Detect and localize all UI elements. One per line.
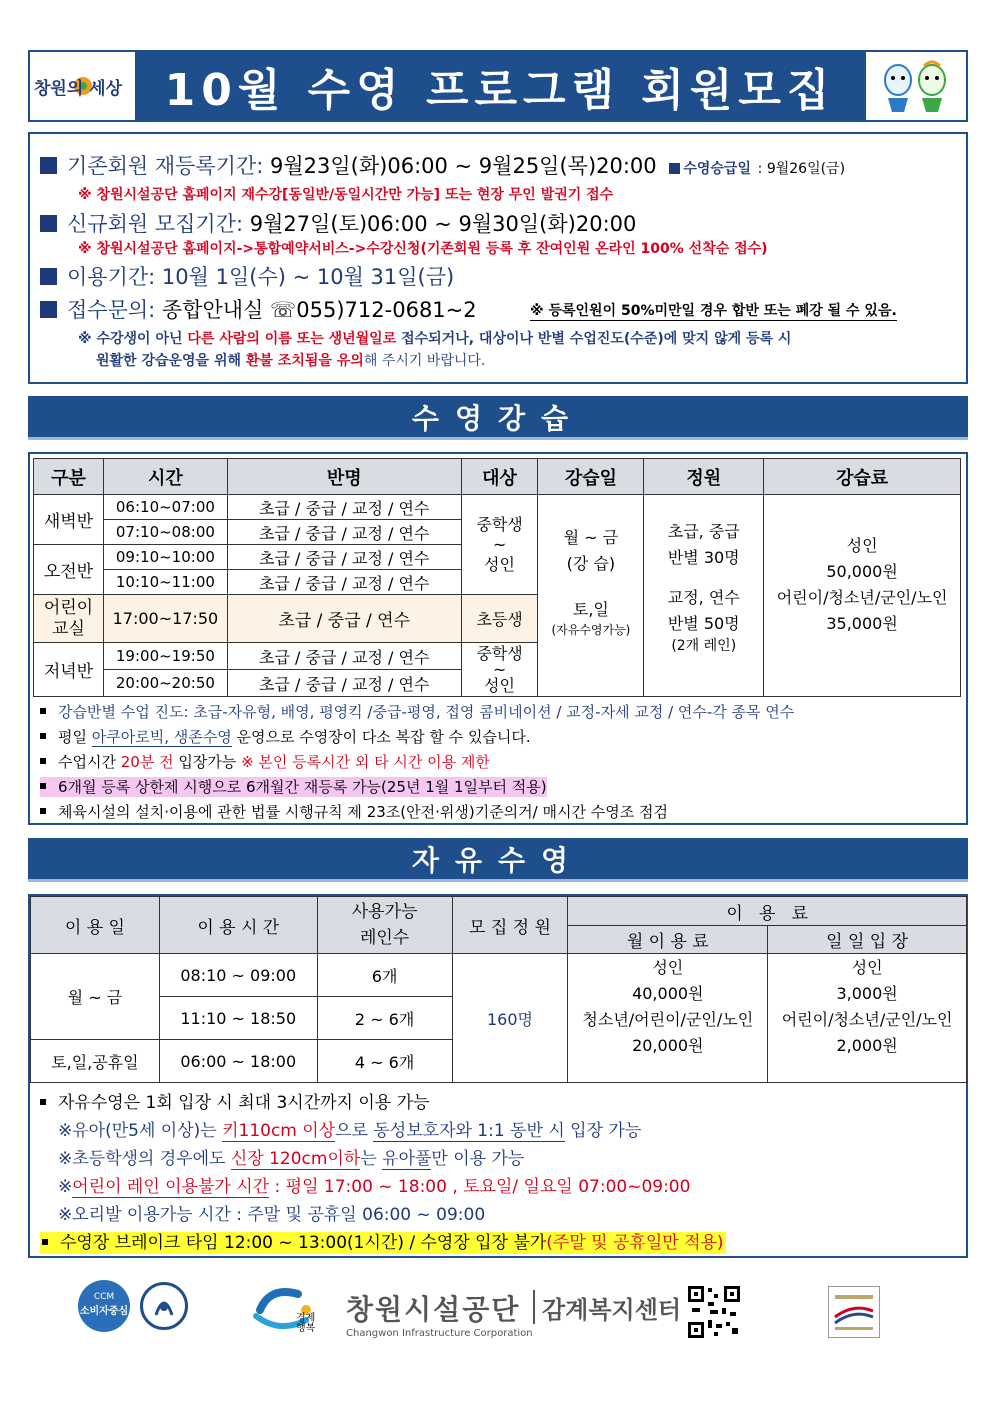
target-kids: 초등생 (461, 595, 538, 643)
new-period: 9월27일(토)06:00 ~ 9월30일(화)20:00 (249, 212, 637, 236)
group-kids: 어린이 교실 (34, 595, 104, 643)
note-text: 평일 (58, 728, 92, 746)
lesson-table (33, 458, 961, 697)
bullet-icon (40, 783, 46, 789)
time-cell: 17:00~17:50 (103, 595, 227, 643)
note-text: ※유아(만5세 이상)는 (58, 1121, 223, 1141)
note-text: 6개월 등록 상한제 시행으로 6개월간 재등록 가능(25년 1월 1일부터 적용) (58, 778, 547, 796)
capacity-text: 반별 30명 (667, 547, 740, 567)
bullet-icon (42, 1239, 48, 1245)
time-cell: 11:10 ~ 18:50 (159, 997, 317, 1040)
note-text-underlined: 유아풀 (382, 1149, 432, 1169)
class-cell: 초급 / 중급 / 교정 / 연수 (227, 670, 461, 697)
bullet-square-icon (40, 301, 57, 318)
note-text: 체육시설의 설치·이용에 관한 법률 시행규칙 제 23조(안전·위생)기준의거/ 매시간 수영조 점검 (58, 803, 668, 821)
warning-line-2 (96, 350, 485, 370)
fee-text: 어린이/청소년/군인/노인 (776, 587, 948, 607)
bullet-icon (40, 708, 46, 714)
col-header: 이 용 료 (568, 897, 967, 926)
city-logo (30, 52, 137, 120)
promotion-date: : 9월26일(금) (757, 161, 846, 177)
lesson-days (538, 495, 644, 697)
certificate-badge-icon (828, 1286, 880, 1338)
slogan-text: 경제 (296, 1313, 316, 1324)
note-text-red: 키110cm 이상 (222, 1121, 336, 1141)
city-logo-text: 창원의 세상 (34, 79, 123, 99)
capacity-text: 초급, 중급 (667, 521, 740, 541)
bullet-icon (40, 1099, 46, 1105)
note-law (40, 801, 668, 822)
mascot-icon (864, 52, 966, 120)
days-weekday-note: (강 습) (566, 553, 616, 573)
renewal-note: ※ 창원시설공단 홈페이지 재수강[동일반/동일시간만 가능] 또는 현장 무인 발권기 접수 (78, 187, 614, 203)
time-cell: 09:10~10:00 (103, 545, 227, 570)
note-text: 으로 (335, 1121, 374, 1141)
note-entry (40, 751, 490, 772)
bullet-icon (40, 808, 46, 814)
class-cell: 초급 / 중급 / 교정 / 연수 (227, 643, 461, 670)
lane-cell: 2 ~ 6개 (317, 997, 452, 1040)
note-elementary (58, 1144, 524, 1169)
time-cell: 06:10~07:00 (103, 495, 227, 520)
org-en: Changwon Infrastructure Corporation (346, 1328, 533, 1339)
daily-fee (768, 954, 967, 1083)
bullet-square-icon (40, 157, 57, 174)
promotion-label: 수영승급일 (683, 161, 751, 177)
lane-cell: 6개 (317, 954, 452, 997)
monthly-fee (568, 954, 768, 1083)
note-text-red: 어린이 레인 이용불가 시간 (72, 1177, 270, 1197)
col-header: 시간 (103, 459, 227, 495)
note-text-red: (주말 및 공휴일만 적용) (546, 1233, 724, 1253)
time-cell: 10:10~11:00 (103, 570, 227, 595)
registration-info (28, 132, 968, 384)
time-cell: 06:00 ~ 18:00 (159, 1040, 317, 1083)
note-highlight (40, 1232, 726, 1254)
new-label: 신규회원 모집기간: (67, 212, 244, 236)
free-swim-table (30, 896, 967, 1083)
col-header: 이 용 시 간 (159, 897, 317, 954)
lane-cell: 4 ~ 6개 (317, 1040, 452, 1083)
class-cell: 초급 / 중급 / 교정 / 연수 (227, 545, 461, 570)
info-line-usage (40, 261, 454, 291)
capacity-cell: 160명 (452, 954, 568, 1083)
fee-text: 20,000원 (632, 1036, 704, 1055)
col-header: 사용가능 레인수 (317, 897, 452, 954)
divider (533, 1290, 535, 1324)
note-text: 입장가능 (173, 753, 242, 771)
class-cell-kids: 초급 / 중급 / 연수 (227, 595, 461, 643)
bullet-square-icon (669, 163, 680, 174)
note-text: 강습반별 수업 진도: 초급-자유형, 배영, 평영킥 /중급-평영, 접영 콤비네이션 / 교정-자세 교정 / 연수-각 종목 연수 (58, 703, 795, 721)
note-kids-lane (58, 1172, 690, 1197)
fee-text: 성인 (851, 958, 883, 977)
days-weekend: 토,일 (572, 599, 609, 619)
header (28, 50, 968, 122)
capacity-text: 교정, 연수 (667, 587, 740, 607)
ccm-logo (78, 1280, 130, 1332)
note-text-red: ※ 본인 등록시간 외 타 시간 이용 제한 (241, 753, 490, 771)
target-evening: 중학생 ~ 성인 (461, 643, 538, 697)
col-header: 모 집 정 원 (452, 897, 568, 954)
note-text: 만 이용 가능 (431, 1149, 525, 1169)
col-header: 강습료 (764, 459, 961, 495)
class-cell: 초급 / 중급 / 교정 / 연수 (227, 520, 461, 545)
days-weekday: 월 ~ 금 (563, 527, 619, 547)
group-dawn: 새벽반 (34, 495, 104, 545)
fee-text: 50,000원 (826, 561, 898, 581)
note-text: 는 (360, 1149, 383, 1169)
warning-text: 해 주시기 바랍니다. (363, 353, 486, 369)
warning-text-red: 다른 사람의 이름 또는 생년월일로 (187, 331, 397, 347)
lesson-capacity (644, 495, 764, 697)
new-note: ※ 창원시설공단 홈페이지->통합예약서비스->수강신청(기존회원 등록 후 잔여인원 온라인 100% 선착순 접수) (78, 241, 768, 257)
lesson-notes (28, 697, 968, 825)
class-cell: 초급 / 중급 / 교정 / 연수 (227, 570, 461, 595)
bullet-icon (40, 758, 46, 764)
note-text-underlined: 동성보호자와 1:1 동반 시 (373, 1121, 565, 1141)
bullet-square-icon (40, 215, 57, 232)
col-header: 정원 (644, 459, 764, 495)
col-header: 월 이 용 료 (568, 926, 768, 954)
info-line-renewal (40, 150, 845, 180)
usage-period: 10월 1일(수) ~ 10월 31일(금) (161, 265, 455, 289)
ccm-logo-text: 소비자중심 (79, 1306, 129, 1317)
group-evening: 저녁반 (34, 643, 104, 697)
note-break (40, 1228, 726, 1253)
qr-code-icon[interactable] (686, 1284, 742, 1340)
note-text: 수영장 브레이크 타임 12:00 ~ 13:00(1시간) / 수영장 입장 불가 (60, 1233, 547, 1253)
time-cell: 07:10~08:00 (103, 520, 227, 545)
note-text-red: 신장 120cm이하 (230, 1149, 361, 1169)
fee-text: 성인 (652, 958, 684, 977)
note-fins: ※오리발 이용가능 시간 : 주말 및 공휴일 06:00 ~ 09:00 (58, 1205, 486, 1225)
renewal-period: 9월23일(화)06:00 ~ 9월25일(목)20:00 (270, 154, 657, 178)
time-cell: 19:00~19:50 (103, 643, 227, 670)
fee-text: 2,000원 (836, 1036, 898, 1055)
time-cell: 08:10 ~ 09:00 (159, 954, 317, 997)
certification-seal-icon (140, 1282, 188, 1330)
note-text-red: 20분 전 (120, 753, 174, 771)
note-infant (58, 1116, 641, 1141)
section-title-free-swim: 자유수영 (28, 838, 968, 882)
org-name: 창원시설공단 (346, 1293, 521, 1326)
fee-text: 40,000원 (632, 984, 704, 1003)
col-header: 이 용 일 (31, 897, 160, 954)
col-header: 반명 (227, 459, 461, 495)
note-duration (40, 1088, 429, 1113)
group-morning: 오전반 (34, 545, 104, 595)
slogan (296, 1314, 315, 1334)
col-header: 강습일 (538, 459, 644, 495)
time-cell: 20:00~20:50 (103, 670, 227, 697)
note-highlight (40, 777, 547, 797)
usage-label: 이용기간: (67, 265, 156, 289)
section-title-lessons: 수영강습 (28, 396, 968, 440)
page-title: 10월 수영 프로그램 회원모집 (135, 52, 865, 120)
promotion-label-wrap (669, 161, 751, 177)
col-header: 일 일 입 장 (768, 926, 967, 954)
note-weekday (40, 726, 531, 747)
day-weekday: 월 ~ 금 (31, 954, 160, 1040)
warning-text: 접수되거나, 대상이나 반별 수업진도(수준)에 맞지 않게 등록 시 (396, 331, 792, 347)
note-text-red: : 평일 17:00 ~ 18:00 , 토요일/ 일요일 07:00~09:00 (269, 1177, 691, 1197)
note-text: 입장 가능 (564, 1121, 642, 1141)
fee-text: 어린이/청소년/군인/노인 (781, 1010, 953, 1029)
ccm-logo-text: CCM (93, 1292, 115, 1302)
warning-text-red: 환불 조치됨을 유의 (245, 353, 364, 369)
bullet-icon (40, 733, 46, 739)
note-text: 수업시간 (58, 753, 121, 771)
note-text: ※초등학생의 경우에도 (58, 1149, 231, 1169)
closure-note: ※ 등록인원이 50%미만일 경우 합반 또는 폐강 될 수 있음. (530, 300, 897, 321)
note-text-underlined: 아쿠아로빅, 생존수영 (91, 728, 232, 746)
note-text: 운영으로 수영장이 다소 복잡 할 수 있습니다. (231, 728, 531, 746)
note-cap (40, 776, 547, 797)
slogan-text: 행복 (296, 1323, 316, 1334)
contact-label: 접수문의: (67, 298, 156, 322)
warning-text: 원활한 강습운영을 위해 (96, 353, 246, 369)
note-progress (40, 701, 794, 722)
footer (28, 1280, 968, 1360)
corporation-logo-icon (250, 1284, 330, 1340)
lesson-fee (764, 495, 961, 697)
renewal-label: 기존회원 재등록기간: (67, 154, 264, 178)
capacity-text: (2개 레인) (671, 637, 737, 654)
info-line-new (40, 208, 636, 238)
contact-phone: 종합안내실 ☏055)712-0681~2 (161, 298, 477, 322)
info-line-contact (40, 294, 477, 324)
col-header: 대상 (461, 459, 538, 495)
warning-text: ※ 수강생이 아닌 (78, 331, 188, 347)
note-text: 자유수영은 1회 입장 시 최대 3시간까지 이용 가능 (58, 1093, 430, 1113)
target-adult: 중학생 ~ 성인 (461, 495, 538, 595)
fee-text: 3,000원 (836, 984, 898, 1003)
fee-text: 35,000원 (826, 613, 898, 633)
free-swim-notes (28, 1083, 968, 1258)
class-cell: 초급 / 중급 / 교정 / 연수 (227, 495, 461, 520)
day-weekend: 토,일,공휴일 (31, 1040, 160, 1083)
fee-text: 청소년/어린이/군인/노인 (582, 1010, 754, 1029)
fee-text: 성인 (846, 535, 878, 555)
capacity-text: 반별 50명 (667, 613, 740, 633)
warning-line-1 (78, 328, 791, 348)
col-header: 구분 (34, 459, 104, 495)
note-text: ※ (58, 1177, 73, 1197)
days-weekend-note: (자유수영가능) (551, 622, 631, 637)
org-sub: 감계복지센터 (542, 1296, 682, 1324)
bullet-square-icon (40, 268, 57, 285)
